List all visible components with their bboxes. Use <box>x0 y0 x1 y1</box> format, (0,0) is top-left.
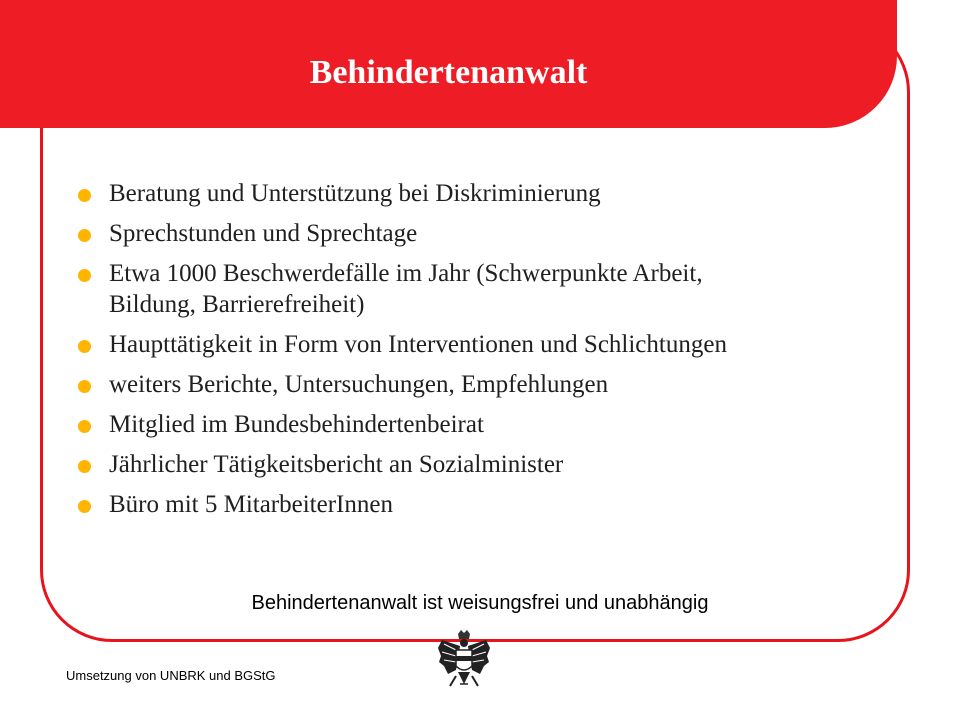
list-item <box>78 449 878 480</box>
slide-title: Behindertenanwalt <box>309 54 588 91</box>
bullet-dot-icon <box>78 460 91 473</box>
bullet-dot-icon <box>78 420 91 433</box>
list-item <box>78 369 878 400</box>
list-item <box>78 489 878 520</box>
footer-text: Umsetzung von UNBRK und BGStG <box>66 668 276 683</box>
list-item <box>78 178 878 209</box>
title-banner <box>0 0 897 128</box>
bullet-text: Mitglied im Bundesbehindertenbeirat <box>109 411 484 438</box>
list-item <box>78 409 878 440</box>
bullet-text: Haupttätigkeit in Form von Interventionen und Schlichtungen <box>109 331 727 358</box>
list-item <box>78 258 878 320</box>
bullet-text-line-2: Bildung, Barrierefreiheit) <box>109 291 365 318</box>
claim-text: Behindertenanwalt ist weisungsfrei und unabhängig <box>251 592 709 614</box>
bullet-text: weiters Berichte, Untersuchungen, Empfehlungen <box>109 371 609 398</box>
bullet-dot-icon <box>78 340 91 353</box>
bullet-text: Beratung und Unterstützung bei Diskriminierung <box>109 180 601 207</box>
list-item <box>78 218 878 249</box>
bullet-list <box>78 178 878 529</box>
bullet-dot-icon <box>78 500 91 513</box>
list-item <box>78 329 878 360</box>
bullet-text: Sprechstunden und Sprechtage <box>109 220 418 247</box>
bullet-text-line-1: Etwa 1000 Beschwerdefälle im Jahr (Schwerpunkte Arbeit, <box>109 260 703 287</box>
bullet-dot-icon <box>78 189 91 202</box>
austrian-eagle-emblem-icon <box>436 630 492 690</box>
bullet-dot-icon <box>78 380 91 393</box>
bullet-dot-icon <box>78 229 91 242</box>
bullet-dot-icon <box>78 269 91 282</box>
bullet-text: Jährlicher Tätigkeitsbericht an Sozialminister <box>109 451 564 478</box>
bullet-text: Büro mit 5 MitarbeiterInnen <box>109 491 393 518</box>
